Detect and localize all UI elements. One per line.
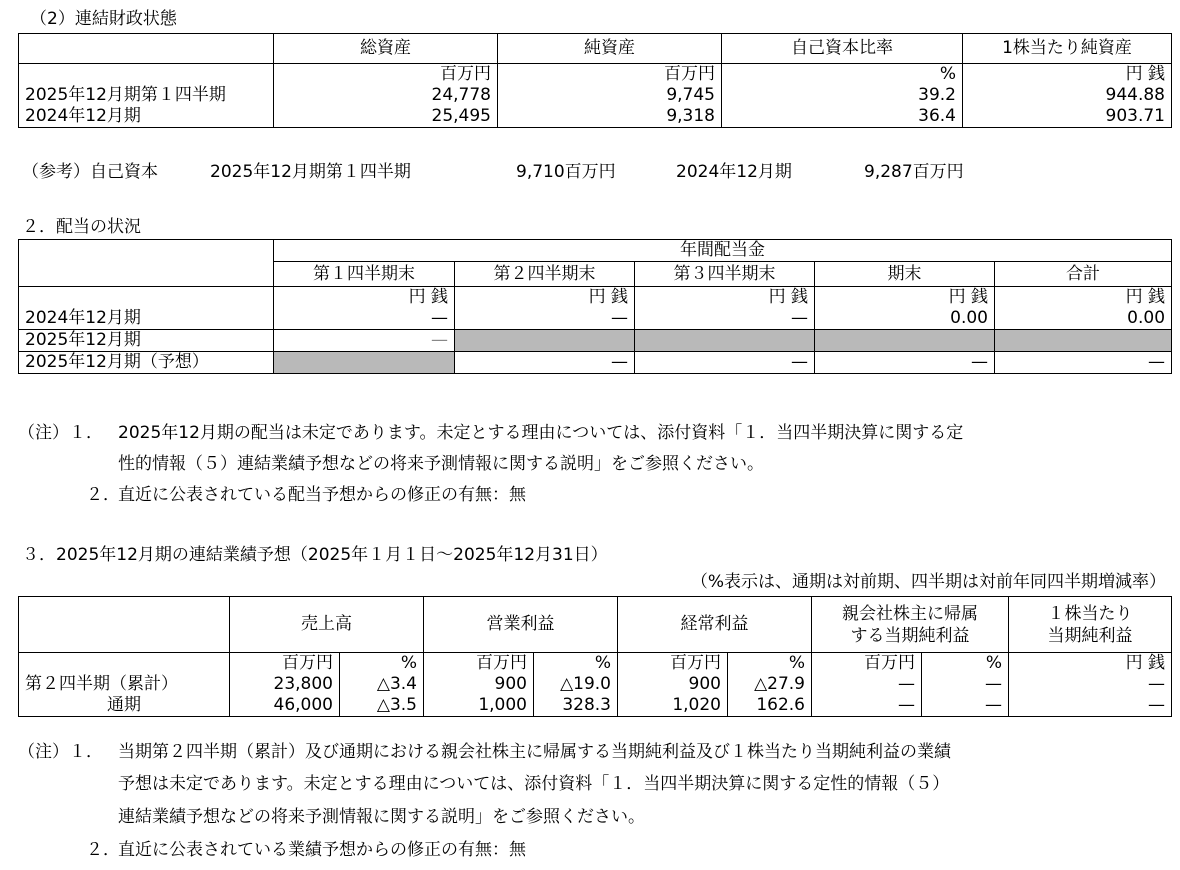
unit-cell: 円 銭 <box>1009 653 1172 675</box>
unit-cell: 百万円 <box>274 64 498 86</box>
row-label: 2025年12月期（予想） <box>19 352 274 374</box>
reference-label: （参考）自己資本 <box>22 162 158 182</box>
value-cell: — <box>1009 695 1172 717</box>
unit-cell: % <box>922 653 1009 675</box>
unit-cell: % <box>722 64 963 86</box>
table-row <box>19 674 1172 695</box>
unit-cell: 百万円 <box>424 653 534 675</box>
note-text: 2025年12月期の配当は未定であります。未定とする理由については、添付資料「１．当四半期決算に関する定 <box>118 423 964 443</box>
unit-cell: 百万円 <box>230 653 340 675</box>
note-text: 性的情報（５）連結業績予想などの将来予測情報に関する説明」をご参照ください。 <box>118 454 764 474</box>
value-cell: — <box>922 695 1009 717</box>
col-header: 自己資本比率 <box>722 34 963 64</box>
value-cell: — <box>274 330 455 352</box>
value-cell: 0.00 <box>815 308 995 330</box>
reference-value-2: 9,287百万円 <box>864 162 964 182</box>
shaded-cell <box>635 330 815 352</box>
value-cell: 25,495 <box>274 106 498 128</box>
shaded-cell <box>995 330 1172 352</box>
note-number: ２． <box>86 840 120 860</box>
value-cell: — <box>815 352 995 374</box>
value-cell: 9,318 <box>498 106 722 128</box>
col-header: 売上高 <box>230 597 424 653</box>
financial-position-heading: （2）連結財政状態 <box>30 9 177 29</box>
unit-cell: 円 銭 <box>963 64 1172 86</box>
row-label: 2024年12月期 <box>19 106 274 128</box>
value-cell: △3.5 <box>340 695 424 717</box>
unit-cell: 円 銭 <box>274 287 455 309</box>
table-row <box>19 352 1172 374</box>
value-cell: 1,000 <box>424 695 534 717</box>
value-cell: 23,800 <box>230 674 340 695</box>
reference-period-2: 2024年12月期 <box>676 162 792 182</box>
col-header: 期末 <box>815 262 995 287</box>
value-cell: 1,020 <box>618 695 728 717</box>
table-row <box>19 106 1172 128</box>
col-header: 第３四半期末 <box>635 262 815 287</box>
value-cell: — <box>1009 674 1172 695</box>
col-header: 合計 <box>995 262 1172 287</box>
note-number: （注）１． <box>18 423 103 443</box>
unit-cell: 円 銭 <box>455 287 635 309</box>
value-cell: 39.2 <box>722 85 963 106</box>
unit-cell: % <box>534 653 618 675</box>
value-cell: △3.4 <box>340 674 424 695</box>
table-row <box>19 695 1172 717</box>
value-cell: △19.0 <box>534 674 618 695</box>
value-cell: — <box>455 352 635 374</box>
unit-cell: 円 銭 <box>635 287 815 309</box>
note-text: 当期第２四半期（累計）及び通期における親会社株主に帰属する当期純利益及び１株当たり当期純利益の業績 <box>118 742 951 762</box>
value-cell: — <box>455 308 635 330</box>
unit-cell: 百万円 <box>618 653 728 675</box>
table-row <box>19 308 1172 330</box>
forecast-subnote: （%表示は、通期は対前期、四半期は対前年同四半期増減率） <box>690 572 1166 592</box>
col-header: １株当たり 当期純利益 <box>1009 597 1172 653</box>
value-cell: — <box>635 308 815 330</box>
dividend-heading: ２．配当の状況 <box>22 217 141 237</box>
value-cell: — <box>995 352 1172 374</box>
value-cell: 328.3 <box>534 695 618 717</box>
col-header: 総資産 <box>274 34 498 64</box>
row-label: 通期 <box>19 695 230 717</box>
value-cell: — <box>274 308 455 330</box>
unit-cell: % <box>728 653 812 675</box>
col-header: 経常利益 <box>618 597 812 653</box>
group-header: 年間配当金 <box>274 240 1172 262</box>
unit-cell: 円 銭 <box>995 287 1172 309</box>
col-header: 1株当たり純資産 <box>963 34 1172 64</box>
col-header: 営業利益 <box>424 597 618 653</box>
value-cell: 0.00 <box>995 308 1172 330</box>
col-header: 第２四半期末 <box>455 262 635 287</box>
forecast-table <box>18 596 1172 717</box>
col-header: 親会社株主に帰属 する当期純利益 <box>812 597 1009 653</box>
reference-period-1: 2025年12月期第１四半期 <box>210 162 411 182</box>
value-cell: 900 <box>424 674 534 695</box>
value-cell: 9,745 <box>498 85 722 106</box>
value-cell: 24,778 <box>274 85 498 106</box>
value-cell: 36.4 <box>722 106 963 128</box>
row-label: 2024年12月期 <box>19 308 274 330</box>
table-row <box>19 85 1172 106</box>
forecast-heading: ３．2025年12月期の連結業績予想（2025年１月１日～2025年12月31日） <box>22 545 608 565</box>
value-cell: — <box>812 695 922 717</box>
value-cell: — <box>635 352 815 374</box>
col-header: 第１四半期末 <box>274 262 455 287</box>
note-number: （注）１． <box>18 742 103 762</box>
dividend-table <box>18 239 1172 374</box>
value-cell: 944.88 <box>963 85 1172 106</box>
table-row <box>19 330 1172 352</box>
value-cell: △27.9 <box>728 674 812 695</box>
value-cell: — <box>922 674 1009 695</box>
row-label: 2025年12月期第１四半期 <box>19 85 274 106</box>
shaded-cell <box>455 330 635 352</box>
value-cell: 903.71 <box>963 106 1172 128</box>
row-label: 2025年12月期 <box>19 330 274 352</box>
unit-cell: 百万円 <box>498 64 722 86</box>
note-number: ２． <box>86 485 120 505</box>
value-cell: 900 <box>618 674 728 695</box>
note-text: 連結業績予想などの将来予測情報に関する説明」をご参照ください。 <box>118 807 645 827</box>
unit-cell: 円 銭 <box>815 287 995 309</box>
shaded-cell <box>815 330 995 352</box>
value-cell: 162.6 <box>728 695 812 717</box>
note-text: 予想は未定であります。未定とする理由については、添付資料「１．当四半期決算に関する定性的情報（５） <box>118 774 950 794</box>
value-cell: 46,000 <box>230 695 340 717</box>
note-text: 直近に公表されている配当予想からの修正の有無：無 <box>118 485 526 505</box>
unit-cell: 百万円 <box>812 653 922 675</box>
shaded-cell <box>274 352 455 374</box>
reference-value-1: 9,710百万円 <box>516 162 616 182</box>
unit-cell: % <box>340 653 424 675</box>
note-text: 直近に公表されている業績予想からの修正の有無：無 <box>118 840 526 860</box>
row-label: 第２四半期（累計） <box>19 674 230 695</box>
col-header: 純資産 <box>498 34 722 64</box>
value-cell: — <box>812 674 922 695</box>
financial-position-table <box>18 33 1172 128</box>
